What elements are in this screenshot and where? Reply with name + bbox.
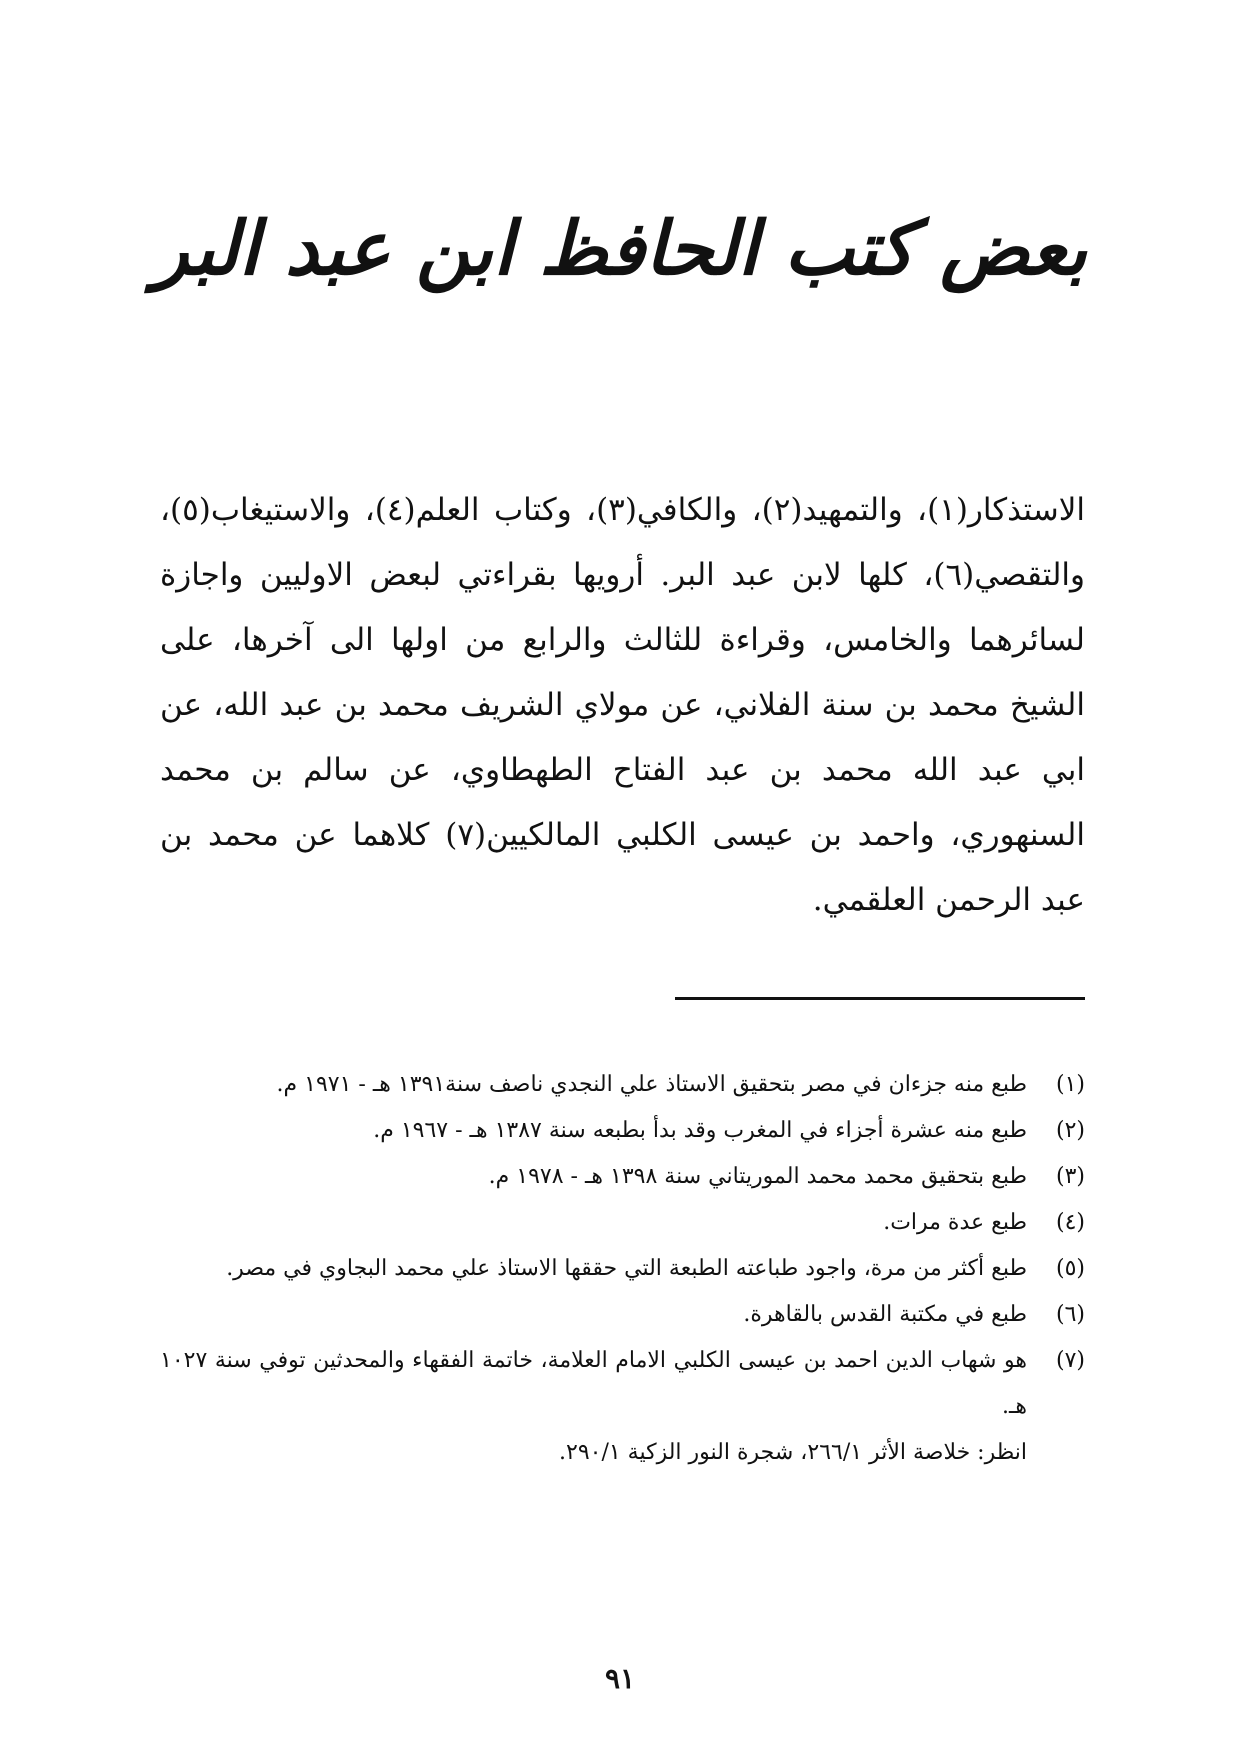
footnote-number: (٥) (1055, 1256, 1085, 1281)
footnote-text: طبع عدة مرات. (883, 1210, 1027, 1235)
footnote (160, 1200, 1085, 1246)
footnote-text: هو شهاب الدين احمد بن عيسى الكلبي الامام العلامة، خاتمة الفقهاء والمحدثين توفي سنة ١٠٢٧ هـ. (160, 1348, 1027, 1419)
footnote-text: طبع أكثر من مرة، واجود طباعته الطبعة التي حققها الاستاذ علي محمد البجاوي في مصر. (226, 1256, 1027, 1281)
page-title: بعض كتب الحافظ ابن عبد البر (152, 206, 1088, 292)
footnote-number: (٤) (1055, 1210, 1085, 1235)
body-paragraph: الاستذكار(١)، والتمهيد(٢)، والكافي(٣)، وكتاب العلم(٤)، والاستيغاب(٥)، والتقصي(٦)، كلها لابن عبد البر. أرويها بقراءتي لبعض الاوليين واجازة لسائرهما والخامس، وقراءة للثالث والرابع من اولها الى آخرها، على الشيخ محمد بن سنة الفلاني، عن مولاي الشريف محمد بن عبد الله، عن ابي عبد الله محمد بن عبد الفتاح الطهطاوي، عن سالم بن محمد السنهوري، واحمد بن عيسى الكلبي المالكيين(٧) كلاهما عن محمد بن عبد الرحمن العلقمي. (160, 492, 1086, 918)
footnote-reference: انظر: خلاصة الأثر ٢٦٦/١، شجرة النور الزكية ٢٩٠/١. (559, 1440, 1027, 1465)
footnote-text: طبع منه جزءان في مصر بتحقيق الاستاذ علي النجدي ناصف سنة١٣٩١ هـ - ١٩٧١ م. (276, 1072, 1027, 1097)
footnote (160, 1062, 1085, 1108)
footnote-number: (٣) (1055, 1164, 1085, 1189)
footnote-number: (٢) (1055, 1118, 1085, 1143)
footnote (160, 1292, 1085, 1338)
footnote (160, 1108, 1085, 1154)
footnote-number: (٧) (1055, 1348, 1085, 1373)
footnote-number: (٦) (1055, 1302, 1085, 1327)
footnote (160, 1154, 1085, 1200)
footnote-separator (675, 997, 1085, 1000)
page-number: ٩١ (604, 1662, 636, 1695)
footnote (160, 1246, 1085, 1292)
footnote-text: طبع في مكتبة القدس بالقاهرة. (743, 1302, 1027, 1327)
footnote-text: طبع بتحقيق محمد محمد الموريتاني سنة ١٣٩٨ هـ - ١٩٧٨ م. (488, 1164, 1027, 1189)
footnote-number: (١) (1055, 1072, 1085, 1097)
footnotes-section (160, 1062, 1085, 1476)
footnote-text: طبع منه عشرة أجزاء في المغرب وقد بدأ بطبعه سنة ١٣٨٧ هـ - ١٩٦٧ م. (373, 1118, 1027, 1143)
footnote (160, 1338, 1085, 1430)
